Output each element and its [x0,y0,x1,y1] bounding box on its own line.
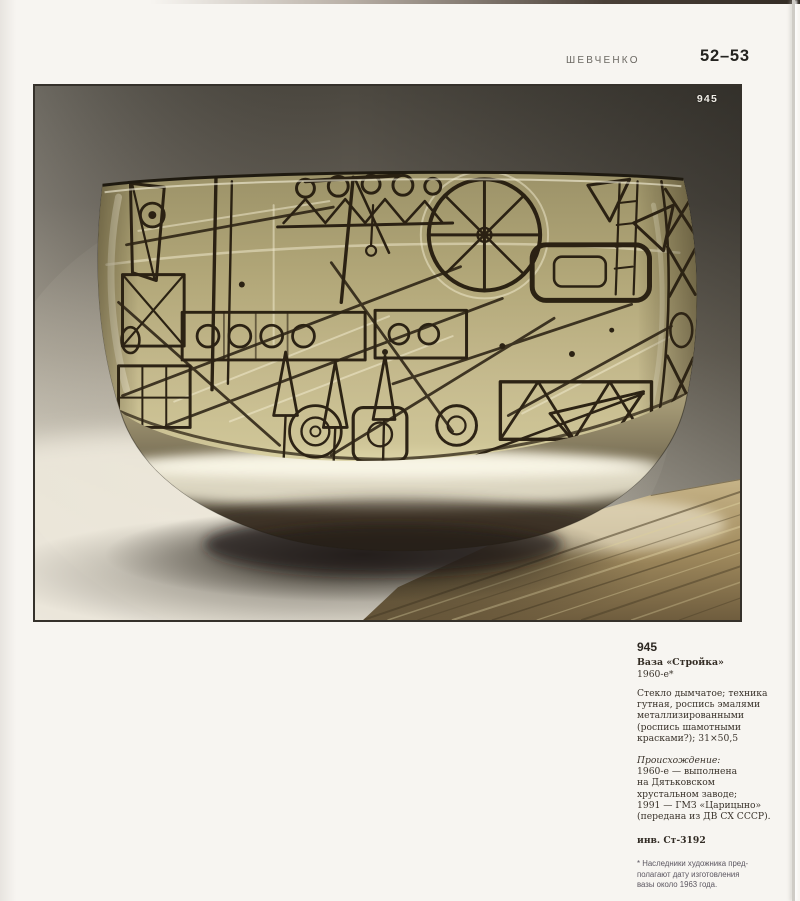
vase-photo-illustration [35,86,740,620]
catalog-number: 945 [637,640,658,654]
artwork-date: 1960-е* [637,668,674,680]
materials-block [637,688,789,744]
footnote-line: полагают дату изготовления [637,869,740,879]
footnote-line: * Наследники художника пред- [637,859,749,869]
page-edge-left-shade [0,0,16,901]
provenance-line: 1960-е — выполнена [637,766,738,778]
footnote-block [637,859,789,890]
materials-line: красками?); 31×50,5 [637,732,739,744]
provenance-line: 1991 — ГМЗ «Царицыно» [637,799,762,811]
plate-photo [33,84,742,622]
provenance-line: на Дятьковском [637,777,715,789]
catalog-caption [637,640,789,890]
scan-edge-top [150,0,800,4]
materials-line: Стекло дымчатое; техника [637,688,768,699]
materials-line: гутная, роспись эмалями [637,699,761,711]
page-edge-shadow [792,0,795,901]
artwork-title: Ваза «Стройка» [637,657,724,668]
provenance-line: (передана из ДВ СХ СССР). [637,811,771,823]
artist-name: ШЕВЧЕНКО [566,55,640,66]
materials-line: (роспись шамотными [637,721,741,733]
page-numbers: 52–53 [700,47,750,65]
inventory-number: инв. Ст-3192 [637,835,706,847]
provenance-block [637,755,789,822]
figure-number: 945 [696,93,718,105]
provenance-label: Происхождение: [637,755,721,767]
footnote-line: вазы около 1963 года. [637,880,718,890]
provenance-line: хрустальном заводе; [637,788,738,800]
materials-line: металлизированными [637,710,744,722]
